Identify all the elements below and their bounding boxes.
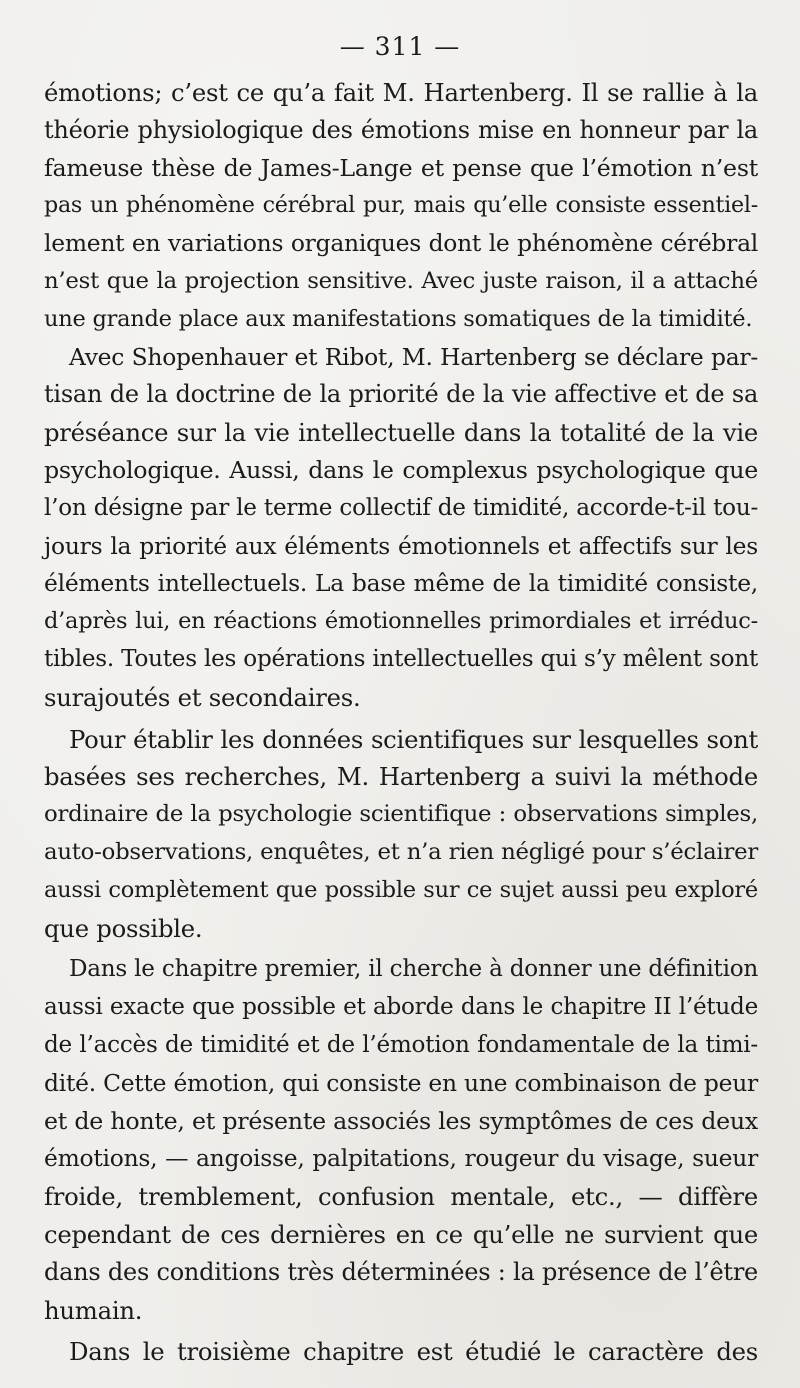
- paragraph-3: [44, 721, 758, 948]
- text-line: tibles. Toutes les opérations intellectuelles qui s’y mêlent sont: [44, 645, 758, 672]
- paragraph-4: [44, 951, 758, 1329]
- text-line: que possible.: [44, 913, 203, 943]
- text-line: émotions; c’est ce qu’a fait M. Hartenberg. Il se rallie à la: [44, 78, 758, 107]
- text-line: surajoutés et secondaires.: [44, 682, 361, 712]
- text-line: lement en variations organiques dont le phénomène cérébral: [44, 229, 758, 258]
- text-line: dité. Cette émotion, qui consiste en une combinaison de peur: [44, 1068, 758, 1097]
- text-line: ordinaire de la psychologie scientifique : observations simples,: [44, 801, 758, 828]
- text-line: Pour établir les données scientifiques sur lesquelles sont: [69, 724, 758, 754]
- text-line: Dans le troisième chapitre est étudié le caractère des: [69, 1337, 758, 1367]
- text-line: humain.: [44, 1295, 143, 1325]
- text-line: et de honte, et présente associés les symptômes de ces deux: [44, 1106, 758, 1135]
- text-line: de l’accès de timidité et de l’émotion fondamentale de la timi-: [44, 1031, 758, 1058]
- text-line: tisan de la doctrine de la priorité de la vie affective et de sa: [44, 380, 758, 409]
- text-line: fameuse thèse de James-Lange et pense que l’émotion n’est: [44, 153, 758, 182]
- text-line: n’est que la projection sensitive. Avec juste raison, il a attaché: [44, 267, 758, 294]
- text-line: pas un phénomène cérébral pur, mais qu’elle consiste essentiel-: [44, 192, 758, 219]
- text-line: d’après lui, en réactions émotionnelles primordiales et irréduc-: [44, 608, 758, 635]
- text-line: émotions, — angoisse, palpitations, rougeur du visage, sueur: [44, 1144, 758, 1173]
- text-line: basées ses recherches, M. Hartenberg a suivi la méthode: [44, 762, 758, 792]
- text-line: théorie physiologique des émotions mise en honneur par la: [44, 115, 758, 144]
- page-number: — 311 —: [339, 32, 461, 61]
- text-line: aussi complètement que possible sur ce sujet aussi peu exploré: [44, 876, 758, 903]
- text-line: psychologique. Aussi, dans le complexus psychologique que: [44, 455, 758, 484]
- text-line: préséance sur la vie intellectuelle dans la totalité de la vie: [44, 418, 758, 448]
- body-text: [44, 74, 758, 1371]
- paragraph-5: [44, 1333, 758, 1371]
- text-line: Dans le chapitre premier, il cherche à donner une définition: [69, 956, 758, 983]
- text-line: l’on désigne par le terme collectif de timidité, accorde-t-il tou-: [44, 494, 758, 521]
- text-line: une grande place aux manifestations somatiques de la timidité.: [44, 305, 753, 332]
- text-line: Avec Shopenhauer et Ribot, M. Hartenberg se déclare par-: [69, 342, 758, 371]
- paragraph-2: [44, 339, 758, 717]
- text-line: cependant de ces dernières en ce qu’elle ne survient que: [44, 1219, 758, 1249]
- text-line: aussi exacte que possible et aborde dans le chapitre II l’étude: [44, 994, 758, 1021]
- paragraph-1: [44, 74, 758, 339]
- text-line: auto-observations, enquêtes, et n’a rien négligé pour s’éclairer: [44, 838, 758, 865]
- text-line: froide, tremblement, confusion mentale, etc., — diffère: [44, 1182, 758, 1212]
- text-line: dans des conditions très déterminées : la présence de l’être: [44, 1257, 758, 1286]
- text-line: jours la priorité aux éléments émotionnels et affectifs sur les: [44, 531, 758, 560]
- text-line: éléments intellectuels. La base même de la timidité consiste,: [44, 569, 758, 598]
